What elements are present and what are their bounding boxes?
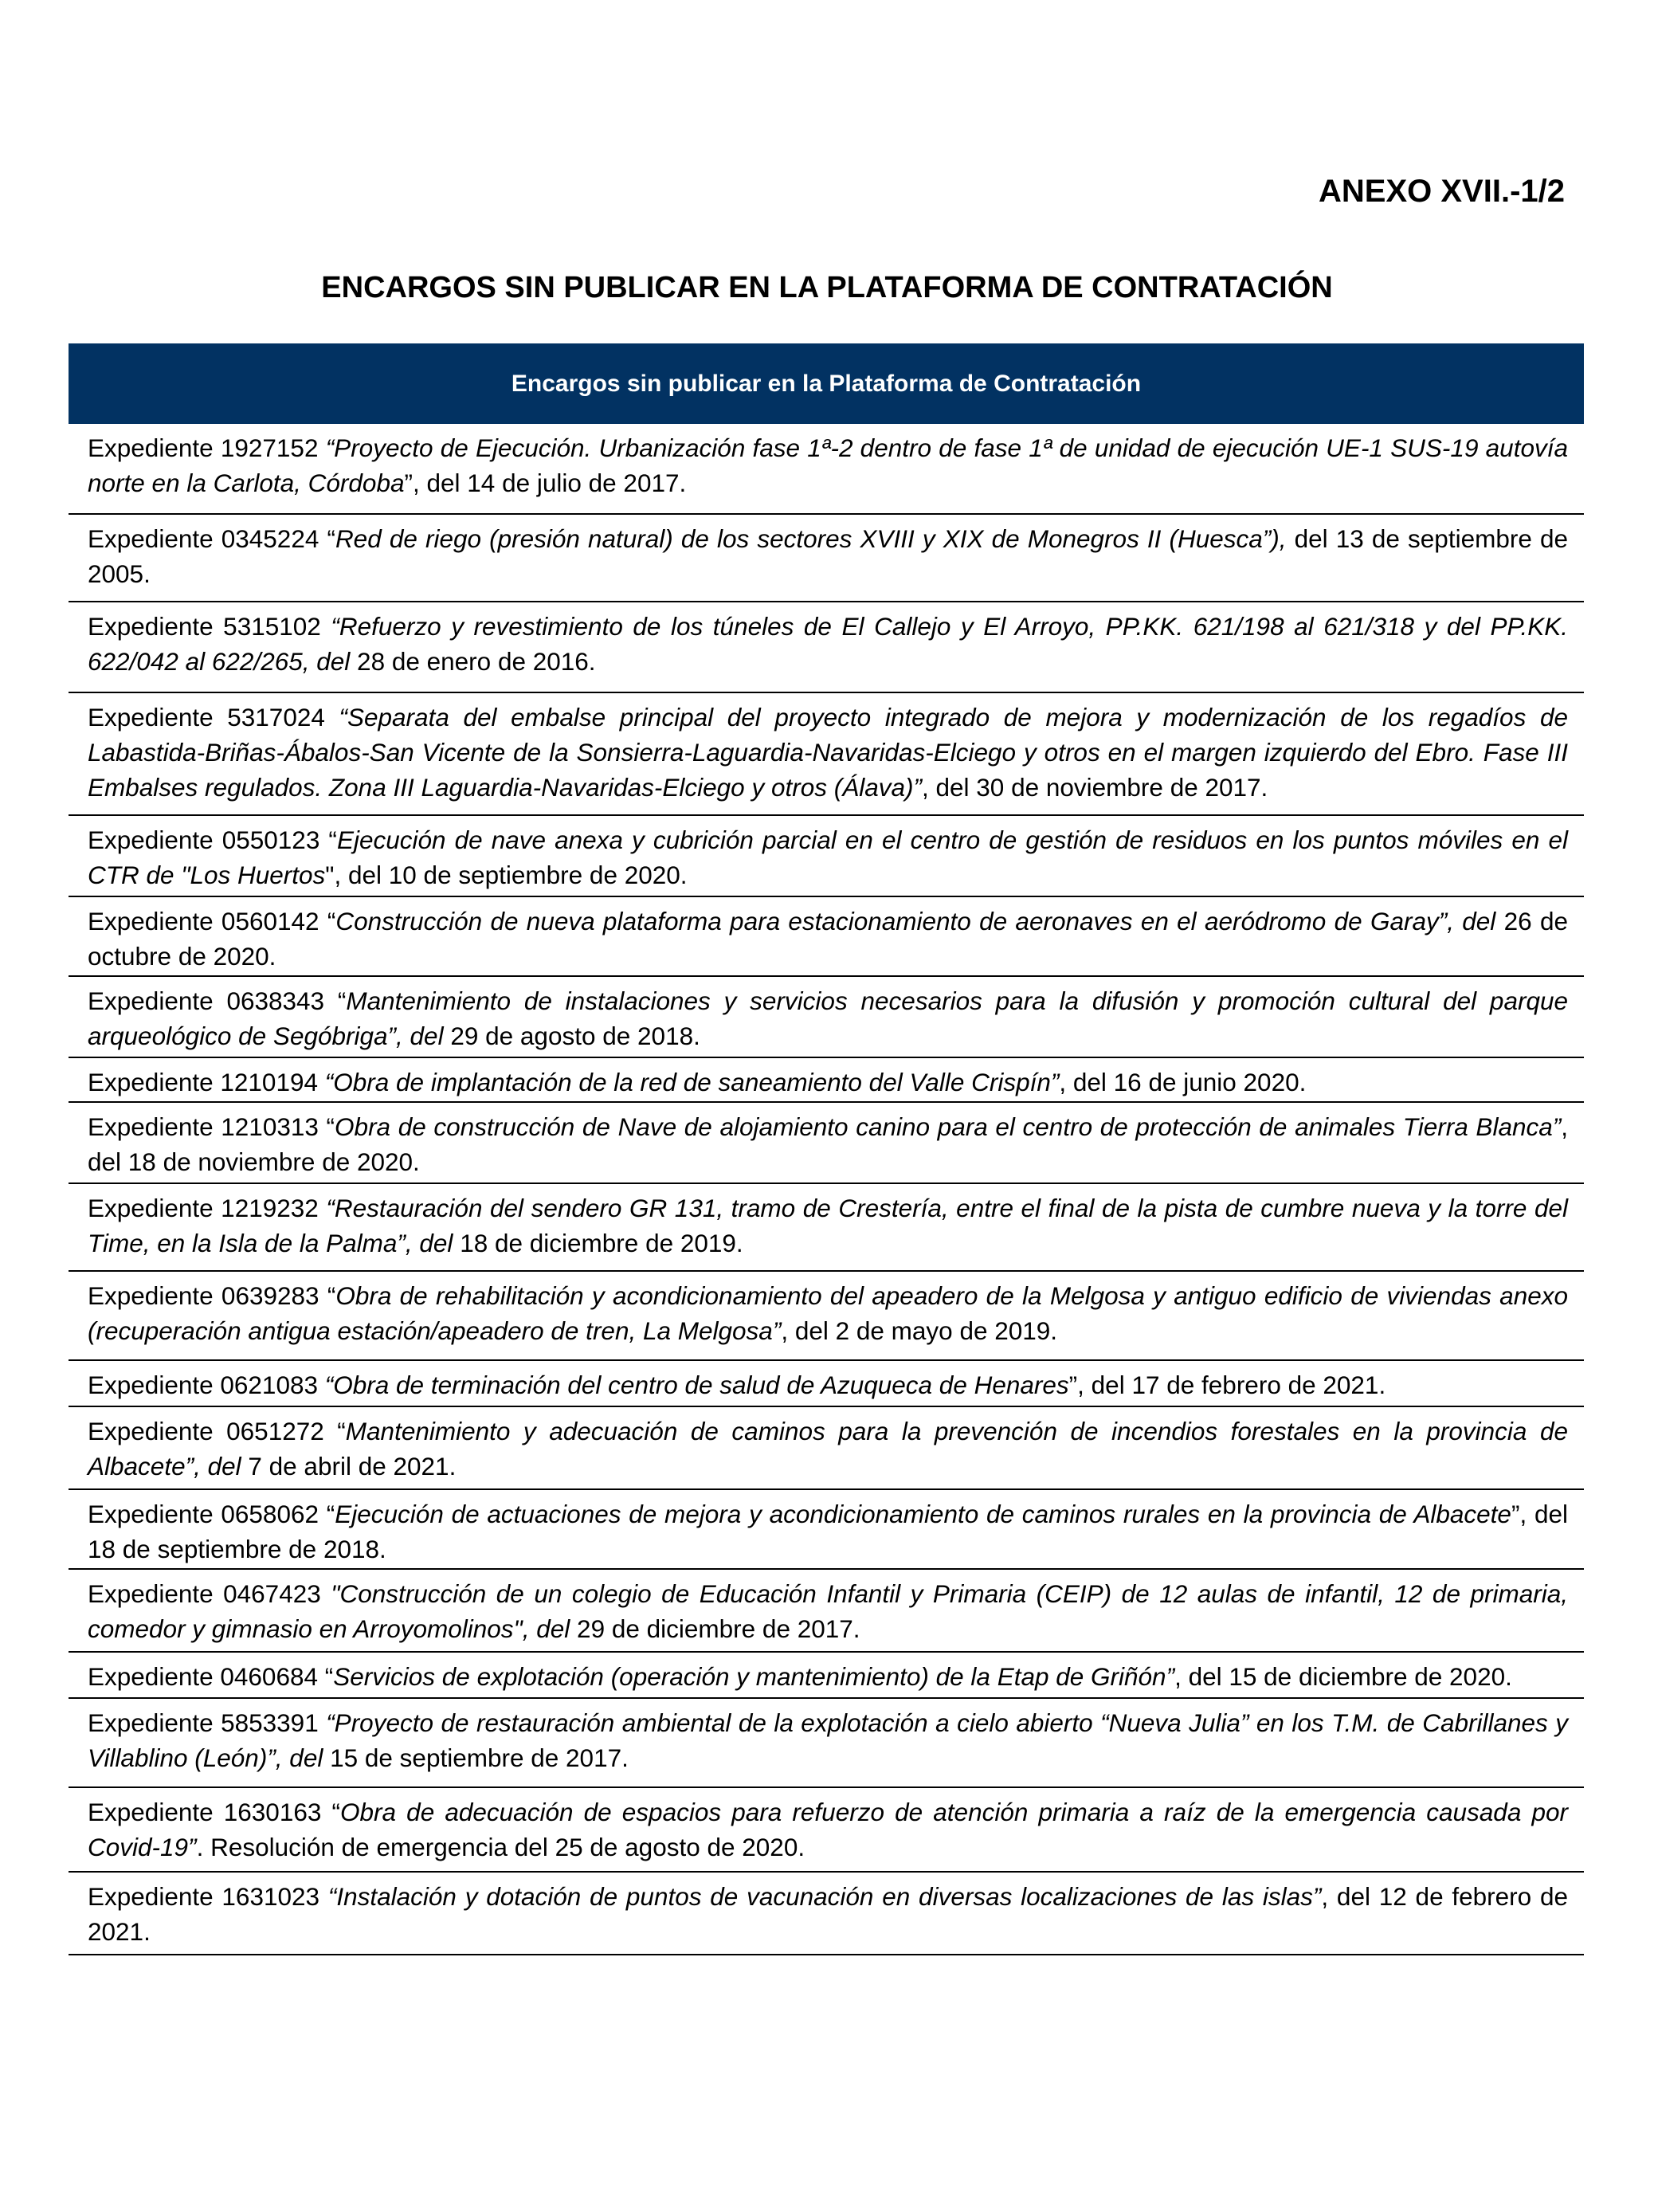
table-row (69, 515, 1584, 602)
annex-label: ANEXO XVII.-1/2 (1319, 174, 1565, 209)
row-title-text: Mantenimiento y adecuación de caminos para la prevención de incendios forestales en la provincia de Albacete”, del (88, 1417, 1568, 1481)
row-plain-text: Expediente 0621083 (88, 1371, 325, 1399)
row-plain-text: Expediente 0639283 “ (88, 1281, 336, 1310)
row-plain-text: 18 de diciembre de 2019. (453, 1229, 743, 1257)
table-row (69, 1788, 1584, 1873)
row-plain-text: Expediente 5315102 (88, 612, 331, 641)
table-row (69, 977, 1584, 1058)
row-title-text: Obra de construcción de Nave de alojamiento canino para el centro de protección de animales Tierra Blanca” (335, 1112, 1562, 1141)
row-plain-text: ”, del 17 de febrero de 2021. (1068, 1371, 1386, 1399)
row-plain-text: Expediente 5317024 (88, 703, 339, 731)
row-title-text: “Refuerzo y revestimiento de los túneles de El Callejo y El Arroyo, PP.KK. 621/198 al 621/318 y del PP.KK. 622/042 al 622/265, del (88, 612, 1568, 676)
row-plain-text: 28 de enero de 2016. (350, 647, 596, 676)
row-title-text: Servicios de explotación (operación y mantenimiento) de la Etap de Griñón” (333, 1662, 1175, 1691)
row-plain-text: , del 12 de febrero de 2021. (88, 1882, 1568, 1946)
row-plain-text: Expediente 1631023 (88, 1882, 328, 1911)
row-title-text: Obra de rehabilitación y acondicionamiento del apeadero de la Melgosa y antiguo edificio de viviendas anexo (recuperación antigua estación/apeadero de tren, La Melgosa” (88, 1281, 1568, 1345)
row-title-text: Obra de adecuación de espacios para refuerzo de atención primaria a raíz de la emergencia causada por Covid-19” (88, 1798, 1568, 1861)
row-plain-text: 7 de abril de 2021. (241, 1452, 457, 1481)
table-row (69, 1272, 1584, 1361)
row-plain-text: Expediente 0560142 “ (88, 907, 336, 935)
row-plain-text: Expediente 1210313 “ (88, 1112, 335, 1141)
row-title-text: Mantenimiento de instalaciones y servicios necesarios para la difusión y promoción cultural del parque arqueológico de Segóbriga”, del (88, 986, 1569, 1050)
encargos-table (69, 343, 1584, 1955)
table-row (69, 1570, 1584, 1653)
row-plain-text: Expediente 0345224 “ (88, 524, 335, 553)
row-plain-text: . Resolución de emergencia del 25 de agosto de 2020. (196, 1833, 805, 1861)
row-plain-text: , del 15 de diciembre de 2020. (1174, 1662, 1512, 1691)
row-plain-text: Expediente 0550123 “ (88, 826, 337, 854)
row-plain-text: Expediente 1630163 “ (88, 1798, 341, 1826)
table-row (69, 1103, 1584, 1184)
table-row (69, 1184, 1584, 1272)
row-plain-text: 15 de septiembre de 2017. (323, 1743, 629, 1772)
row-plain-text: Expediente 5853391 (88, 1708, 327, 1737)
row-plain-text: Expediente 1219232 (88, 1194, 327, 1222)
row-plain-text: Expediente 1927152 (88, 433, 326, 462)
row-plain-text: , del 16 de junio 2020. (1059, 1068, 1307, 1096)
table-row (69, 1490, 1584, 1570)
row-plain-text: Expediente 0638343 “ (88, 986, 347, 1015)
row-plain-text: ”, del 14 de julio de 2017. (404, 469, 687, 497)
table-row (69, 1361, 1584, 1407)
row-plain-text: 29 de agosto de 2018. (443, 1022, 700, 1050)
row-title-text: Construcción de nueva plataforma para estacionamiento de aeronaves en el aeródromo de Garay”, del (335, 907, 1496, 935)
row-plain-text: 29 de diciembre de 2017. (570, 1614, 860, 1643)
row-title-text: “Obra de terminación del centro de salud de Azuqueca de Henares (324, 1371, 1069, 1399)
table-row (69, 1699, 1584, 1788)
row-plain-text: Expediente 0467423 (88, 1579, 331, 1608)
row-title-text: “Restauración del sendero GR 131, tramo de Crestería, entre el final de la pista de cumbre nueva y la torre del Time, en la Isla de la Palma”, del (88, 1194, 1569, 1257)
row-title-text: “Separata del embalse principal del proyecto integrado de mejora y modernización de los regadíos de Labastida-Briñas-Ábalos-San Vicente de la Sonsierra-Laguardia-Navaridas-Elciego y otros en el margen izquierdo del Ebro. Fase III Embalses regulados. Zona III Laguardia-Navaridas-Elciego y otros (Álava)” (88, 703, 1568, 802)
table-row (69, 693, 1584, 816)
table-body (69, 424, 1584, 1955)
table-row (69, 1407, 1584, 1490)
row-plain-text: ”, del 18 de septiembre de 2018. (88, 1500, 1568, 1563)
row-plain-text: del 13 de septiembre de 2005. (88, 524, 1568, 588)
row-plain-text: Expediente 0460684 “ (88, 1662, 334, 1691)
row-plain-text: , del 18 de noviembre de 2020. (88, 1112, 1569, 1176)
table-row (69, 897, 1584, 977)
table-row (69, 1873, 1584, 1955)
row-title-text: “Proyecto de Ejecución. Urbanización fase 1ª-2 dentro de fase 1ª de unidad de ejecución UE-1 SUS-19 autovía norte en la Carlota, Córdoba (88, 433, 1568, 497)
row-plain-text: , del 2 de mayo de 2019. (781, 1316, 1058, 1345)
row-plain-text: ", del 10 de septiembre de 2020. (325, 861, 688, 889)
row-title-text: “Proyecto de restauración ambiental de la explotación a cielo abierto “Nueva Julia” en los T.M. de Cabrillanes y Villablino (León)”, del (88, 1708, 1568, 1772)
table-header (69, 343, 1584, 424)
row-title-text: "Construcción de un colegio de Educación Infantil y Primaria (CEIP) de 12 aulas de infantil, 12 de primaria, comedor y gimnasio en Arroyomolinos", del (88, 1579, 1568, 1643)
page-title: ENCARGOS SIN PUBLICAR EN LA PLATAFORMA DE CONTRATACIÓN (321, 271, 1333, 304)
table-row (69, 602, 1584, 693)
table-row (69, 424, 1584, 515)
row-title-text: Ejecución de actuaciones de mejora y acondicionamiento de caminos rurales en la provincia de Albacete (335, 1500, 1511, 1528)
table-row (69, 1653, 1584, 1699)
row-title-text: “Obra de implantación de la red de saneamiento del Valle Crispín” (324, 1068, 1060, 1096)
row-title-text: Ejecución de nave anexa y cubrición parcial en el centro de gestión de residuos en los puntos móviles en el CTR de "Los Huertos (88, 826, 1569, 889)
row-plain-text: , del 30 de noviembre de 2017. (922, 773, 1268, 802)
row-plain-text: Expediente 0658062 “ (88, 1500, 335, 1528)
table-row (69, 816, 1584, 897)
row-plain-text: Expediente 0651272 “ (88, 1417, 346, 1445)
row-title-text: “Instalación y dotación de puntos de vacunación en diversas localizaciones de las islas” (327, 1882, 1322, 1911)
row-plain-text: Expediente 1210194 (88, 1068, 325, 1096)
row-plain-text: 26 de octubre de 2020. (88, 907, 1568, 971)
table-row (69, 1058, 1584, 1103)
table-header-label: Encargos sin publicar en la Plataforma de Contratación (511, 370, 1142, 397)
row-title-text: Red de riego (presión natural) de los sectores XVIII y XIX de Monegros II (Huesca”), (335, 524, 1287, 553)
